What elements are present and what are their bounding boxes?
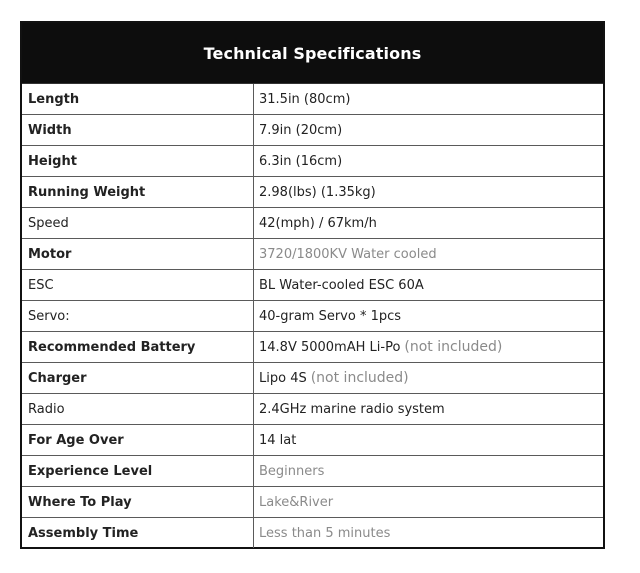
spec-value-text: 3720/1800KV Water cooled xyxy=(259,246,437,262)
spec-value-text: BL Water-cooled ESC 60A xyxy=(259,277,424,293)
table-row xyxy=(22,424,603,455)
table-row xyxy=(22,300,603,331)
table-row xyxy=(22,207,603,238)
spec-value xyxy=(254,301,603,331)
spec-value-note: (not included) xyxy=(310,370,409,386)
spec-label: Width xyxy=(22,115,254,145)
spec-value xyxy=(254,456,603,486)
spec-value-text: 7.9in (20cm) xyxy=(259,122,343,138)
spec-value xyxy=(254,394,603,424)
table-row xyxy=(22,486,603,517)
spec-label: Radio xyxy=(22,394,254,424)
spec-label: Experience Level xyxy=(22,456,254,486)
spec-label: Speed xyxy=(22,208,254,238)
spec-value xyxy=(254,518,603,548)
spec-value xyxy=(254,487,603,517)
spec-label: Servo: xyxy=(22,301,254,331)
spec-label: For Age Over xyxy=(22,425,254,455)
table-row xyxy=(22,517,603,548)
spec-label: Running Weight xyxy=(22,177,254,207)
spec-value-text: 14.8V 5000mAH Li-Po xyxy=(259,339,401,355)
table-row xyxy=(22,331,603,362)
spec-label: Assembly Time xyxy=(22,518,254,548)
spec-value-text: 6.3in (16cm) xyxy=(259,153,343,169)
spec-label: Height xyxy=(22,146,254,176)
spec-value-text: 31.5in (80cm) xyxy=(259,91,351,107)
spec-table xyxy=(20,21,605,549)
table-row xyxy=(22,238,603,269)
spec-label: Length xyxy=(22,84,254,114)
spec-value xyxy=(254,115,603,145)
spec-value-text: Less than 5 minutes xyxy=(259,525,391,541)
spec-value xyxy=(254,425,603,455)
spec-label: ESC xyxy=(22,270,254,300)
table-row xyxy=(22,393,603,424)
spec-value xyxy=(254,363,603,393)
spec-value-note: (not included) xyxy=(404,339,503,355)
spec-value-text: Beginners xyxy=(259,463,325,479)
spec-value-text: 42(mph) / 67km/h xyxy=(259,215,377,231)
table-row xyxy=(22,269,603,300)
spec-value xyxy=(254,84,603,114)
spec-label: Where To Play xyxy=(22,487,254,517)
spec-label: Charger xyxy=(22,363,254,393)
table-row xyxy=(22,83,603,114)
spec-value-text: 2.98(lbs) (1.35kg) xyxy=(259,184,376,200)
table-title: Technical Specifications xyxy=(22,23,603,83)
spec-value-text: 2.4GHz marine radio system xyxy=(259,401,445,417)
spec-value xyxy=(254,146,603,176)
spec-value xyxy=(254,270,603,300)
spec-label: Motor xyxy=(22,239,254,269)
spec-value-text: 40-gram Servo * 1pcs xyxy=(259,308,402,324)
spec-rows xyxy=(22,83,603,548)
table-row xyxy=(22,145,603,176)
spec-value xyxy=(254,208,603,238)
spec-value xyxy=(254,332,603,362)
table-row xyxy=(22,362,603,393)
table-row xyxy=(22,114,603,145)
spec-value-text: Lipo 4S xyxy=(259,370,307,386)
spec-value-text: 14 lat xyxy=(259,432,297,448)
spec-label: Recommended Battery xyxy=(22,332,254,362)
spec-value xyxy=(254,239,603,269)
table-row xyxy=(22,455,603,486)
table-row xyxy=(22,176,603,207)
spec-value xyxy=(254,177,603,207)
spec-value-text: Lake&River xyxy=(259,494,334,510)
